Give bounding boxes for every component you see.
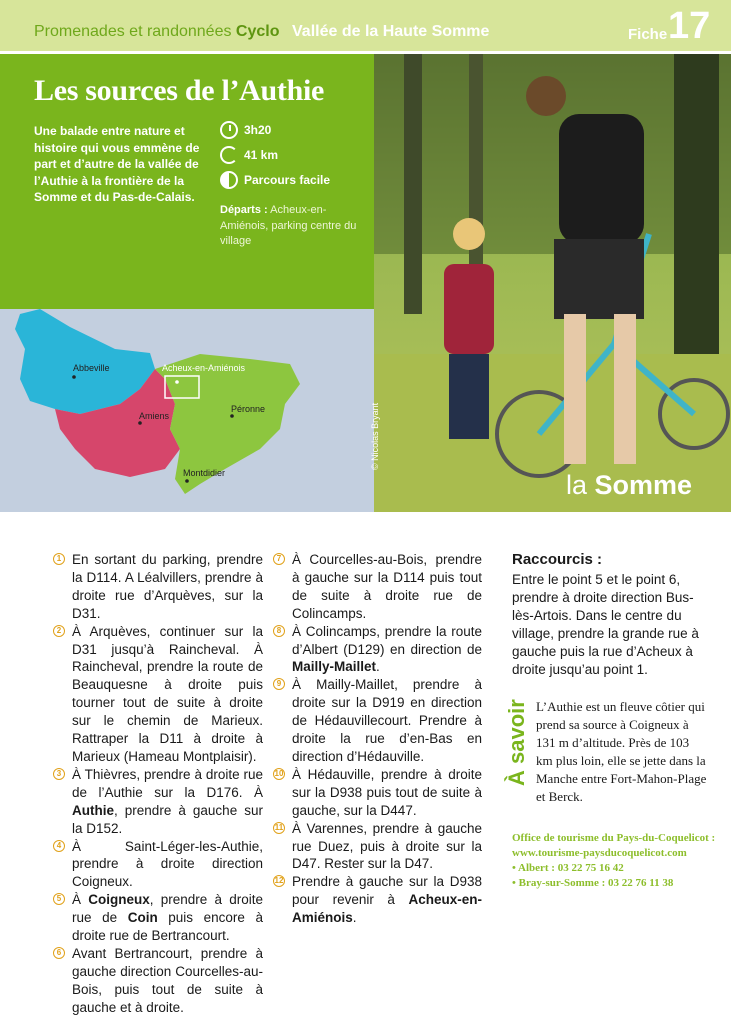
brand-logo: la Somme [566, 470, 693, 500]
step-item: 7 À Courcelles-au-Bois, prendre à gauche sur la D114 puis tout de suite à droite rue de Colincamps. [273, 551, 482, 623]
map-town-dot [230, 414, 234, 418]
map-town-dot [138, 421, 142, 425]
map-label-montdidier: Montdidier [183, 468, 226, 478]
steps-column-1 [53, 551, 263, 1017]
duration: 3h20 [244, 123, 272, 137]
step-item: 10 À Hédauville, prendre à droite sur la D938 puis tout de suite à gauche, sur la D447. [274, 766, 482, 818]
step-number: 8 [273, 625, 285, 637]
page-title: Les sources de l’Authie [34, 74, 325, 107]
map-label-amiens: Amiens [139, 411, 170, 421]
departs: Départs : Acheux-en-Amiénois, parking centre du village [220, 204, 357, 247]
step-item: 6 Avant Bertrancourt, prendre à gauche direction Courcelles-au-Bois, puis tout de suite à gauche et à droite. [53, 945, 263, 1017]
map-area-east [155, 354, 300, 494]
series-title: Promenades et randonnées Cyclo [34, 23, 280, 40]
step-item: 2 À Arquèves, continuer sur la D31 jusqu’à Raincheval. À Raincheval, prendre la route de Beauquesne à droite puis tourner tout de suite à droite sur le chemin de Marieux. Rattraper la D11 à droite à Marieux (Hameau Montplaisir). [53, 623, 263, 766]
map-town-dot [72, 375, 76, 379]
step-number: 11 [274, 822, 284, 832]
step-item: 3 À Thièvres, prendre à droite rue de l’Authie sur la D176. À Authie, prendre à gauche sur la D152. [53, 766, 263, 838]
step-number: 9 [273, 678, 285, 690]
map-town-dot [185, 479, 189, 483]
office-phone-albert: • Albert : 03 22 75 16 42 [512, 862, 624, 874]
raccourcis-title: Raccourcis : [512, 551, 603, 568]
step-item: 11 À Varennes, prendre à gauche rue Duez, puis à droite sur la D47. Rester sur la D47. [274, 820, 482, 872]
difficulty-icon [220, 171, 238, 189]
step-number: 12 [274, 876, 284, 886]
step-item: 9 À Mailly-Maillet, prendre à droite sur la D919 en direction de Hédauvillecourt. Prendre à droite la rue d’en-Bas en direction d’Hédauville. [273, 676, 482, 766]
map-label-abbeville: Abbeville [73, 363, 110, 373]
step-number: 5 [53, 893, 65, 905]
step-number: 6 [53, 947, 65, 959]
raccourcis-text: Entre le point 5 et le point 6, prendre à droite direction Bus-lès-Artois. Dans le centre du village, prendre la grande rue à gauche puis la rue d’Acheux à droite jusqu’au point 1. [512, 572, 699, 677]
difficulty: Parcours facile [244, 173, 331, 187]
step-item: 12 Prendre à gauche sur la D938 pour revenir à Acheux-en-Amiénois. [274, 874, 482, 926]
office-phone-bray: • Bray-sur-Somme : 03 22 76 11 38 [512, 877, 674, 889]
distance-icon [220, 146, 238, 164]
fiche-number: 17 [668, 5, 711, 47]
distance: 41 km [244, 148, 279, 162]
step-number: 2 [53, 625, 65, 637]
map-label-peronne: Péronne [231, 404, 266, 414]
clock-icon [220, 121, 238, 139]
step-number: 10 [274, 768, 284, 778]
step-item: 4 À Saint-Léger-les-Authie, prendre à droite direction Coigneux. [53, 838, 263, 892]
cyclist-photo [374, 54, 731, 512]
intro-text: Une balade entre nature et histoire qui vous emmène de part et d’autre de la vallée de l’Authie à la frontière de la Somme et du Pas-de-Calais. [34, 124, 200, 205]
map-town-dot [175, 380, 179, 384]
photo-credit: © Nicolas Bryant [370, 402, 380, 470]
step-item: 8 À Colincamps, prendre la route d’Albert (D129) en direction de Mailly-Maillet. [273, 623, 482, 677]
region-title: Vallée de la Haute Somme [292, 23, 490, 40]
map-label-acheux: Acheux-en-Amiénois [162, 363, 246, 373]
tourism-office [512, 831, 722, 891]
header-bar [0, 0, 731, 51]
steps-column-2 [273, 551, 482, 927]
step-number: 3 [53, 768, 65, 780]
step-number: 4 [53, 840, 65, 852]
a-savoir-label: À savoir [504, 699, 529, 786]
office-website: www.tourisme-paysducoquelicot.com [512, 847, 687, 859]
office-name: Office de tourisme du Pays-du-Coquelicot : [512, 832, 716, 844]
fiche-label: Fiche [628, 26, 668, 43]
step-number: 1 [53, 553, 65, 565]
a-savoir-text: L’Authie est un fleuve côtier qui prend sa source à Coigneux à 131 m d’altitude. Près de 103 km plus loin, elle se jette dans la Manche entre Fort-Mahon-Plage et Berck. [536, 699, 707, 804]
region-map [0, 309, 374, 512]
step-item: 5 À Coigneux, prendre à droite rue de Coin puis encore à droite rue de Bertrancourt. [53, 891, 263, 945]
step-number: 7 [273, 553, 285, 565]
step-item: 1 En sortant du parking, prendre la D114. A Léalvillers, prendre à droite rue d’Arquèves, sur la D31. [53, 551, 263, 623]
